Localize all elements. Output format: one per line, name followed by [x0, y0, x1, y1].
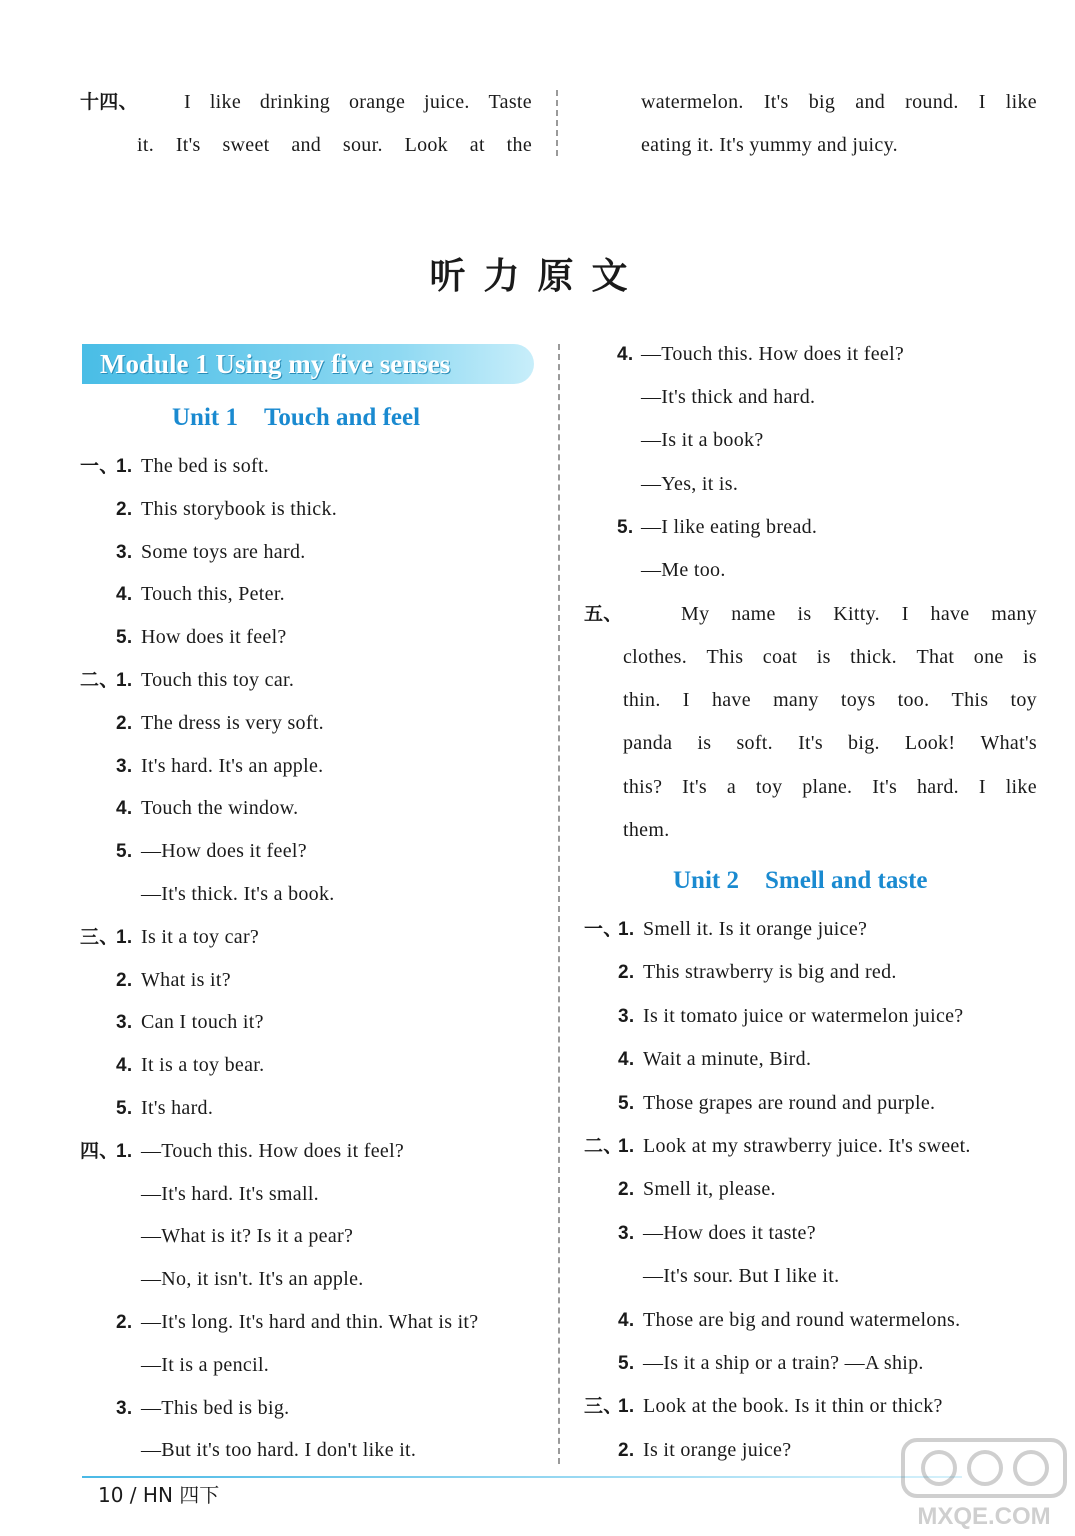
section-label-5: 五、	[584, 603, 623, 625]
listening-line: —Touch this. How does it feel?	[641, 343, 905, 365]
item-number: 1.	[618, 1136, 635, 1157]
section-label: 三、	[80, 925, 119, 948]
item-number: 2.	[618, 1179, 635, 1201]
listening-line: Touch the window.	[141, 797, 299, 820]
item-number: 5.	[617, 516, 634, 538]
listening-line: Can I touch it?	[141, 1011, 264, 1034]
page-footer: 10 / HN 四下	[98, 1483, 220, 1507]
top-right-line-2: eating it. It's yummy and juicy.	[641, 134, 898, 156]
top-divider	[556, 90, 558, 156]
item-number: 4.	[116, 798, 133, 820]
item-number: 2.	[116, 712, 133, 734]
listening-line: —It is a pencil.	[141, 1353, 270, 1376]
top-left-line-1: I like drinking orange juice. Taste	[184, 91, 532, 113]
item-number: 1.	[116, 456, 133, 477]
item-number: 2.	[116, 1312, 133, 1333]
item-number: 4.	[617, 344, 634, 365]
item-number: 5.	[116, 1098, 133, 1119]
item-number: 2.	[116, 969, 133, 991]
section-label: 三、	[584, 1395, 623, 1418]
top-left-line-2: it. It's sweet and sour. Look at the	[137, 134, 532, 156]
listening-line: —It's long. It's hard and thin. What is it?	[141, 1311, 479, 1333]
five-line-6: them.	[623, 819, 670, 841]
listening-line: —But it's too hard. I don't like it.	[141, 1439, 417, 1462]
item-number: 4.	[618, 1049, 635, 1071]
listening-line: —It's sour. But I like it.	[643, 1265, 840, 1288]
section-label: 四、	[80, 1139, 119, 1162]
listening-line: Look at my strawberry juice. It's sweet.	[643, 1135, 971, 1157]
listening-line: —How does it feel?	[141, 840, 307, 863]
listening-line: Smell it. Is it orange juice?	[643, 918, 868, 940]
listening-line: —It's thick. It's a book.	[141, 883, 335, 905]
item-number: 1.	[116, 926, 133, 948]
item-number: 1.	[618, 1396, 635, 1418]
footer-rule	[82, 1476, 962, 1478]
item-number: 3.	[116, 755, 133, 777]
listening-line: It is a toy bear.	[141, 1054, 265, 1077]
unit-1-heading: Unit 1 Touch and feel	[172, 404, 421, 431]
top-right-line-1: watermelon. It's big and round. I like	[641, 91, 1037, 113]
watermark-text: MXQE.COM	[917, 1503, 1051, 1530]
five-line-5: this? It's a toy plane. It's hard. I like	[623, 776, 1037, 798]
section-label-14: 十四、	[80, 91, 138, 113]
item-number: 4.	[116, 584, 133, 606]
listening-line: —It's hard. It's small.	[141, 1182, 319, 1205]
listening-line: —Is it a ship or a train? —A ship.	[643, 1352, 924, 1374]
item-number: 1.	[116, 1140, 133, 1162]
listening-line: Some toys are hard.	[141, 540, 306, 563]
five-line-2: clothes. This coat is thick. That one is	[623, 646, 1037, 668]
listening-line: It's hard.	[141, 1097, 214, 1119]
five-line-4: panda is soft. It's big. Look! What's	[623, 732, 1037, 754]
five-line-1: My name is Kitty. I have many	[681, 603, 1037, 625]
item-number: 1.	[116, 670, 133, 691]
section-label: 二、	[80, 669, 119, 691]
listening-line: —How does it taste?	[643, 1221, 816, 1244]
listening-line: —What is it? Is it a pear?	[141, 1225, 354, 1248]
item-number: 5.	[116, 627, 133, 649]
listening-line: This storybook is thick.	[141, 497, 338, 520]
item-number: 2.	[618, 962, 635, 984]
item-number: 2.	[116, 498, 133, 520]
listening-line: Touch this toy car.	[141, 669, 295, 691]
item-number: 3.	[116, 541, 133, 563]
listening-line: —Touch this. How does it feel?	[141, 1139, 405, 1162]
item-number: 3.	[116, 1397, 133, 1419]
listening-line: Smell it, please.	[643, 1178, 776, 1201]
item-number: 4.	[116, 1055, 133, 1077]
unit-2-heading: Unit 2 Smell and taste	[673, 867, 928, 894]
listening-line: —Me too.	[641, 559, 726, 581]
listening-line: Those grapes are round and purple.	[643, 1091, 936, 1114]
item-number: 5.	[116, 841, 133, 863]
section-label: 一、	[584, 918, 623, 940]
listening-line: The bed is soft.	[141, 455, 270, 477]
item-number: 5.	[618, 1092, 635, 1114]
listening-line: Look at the book. Is it thin or thick?	[643, 1395, 943, 1418]
item-number: 1.	[618, 919, 635, 940]
listening-line: Touch this, Peter.	[141, 583, 285, 606]
section-label: 一、	[80, 455, 119, 477]
listening-line: Is it a toy car?	[141, 925, 260, 948]
listening-line: This strawberry is big and red.	[643, 961, 897, 984]
listening-line: —It's thick and hard.	[641, 386, 816, 409]
item-number: 3.	[618, 1222, 635, 1244]
listening-line: —Is it a book?	[641, 429, 764, 452]
listening-line: Is it tomato juice or watermelon juice?	[643, 1004, 964, 1027]
item-number: 4.	[618, 1309, 635, 1331]
listening-line: —Yes, it is.	[641, 472, 739, 495]
item-number: 2.	[618, 1439, 635, 1461]
listening-line: Is it orange juice?	[643, 1438, 792, 1461]
listening-line: What is it?	[141, 968, 231, 991]
listening-line: The dress is very soft.	[141, 711, 324, 734]
page-title: 听力原文	[429, 256, 646, 297]
watermark-logo	[899, 1436, 1069, 1532]
five-line-3: thin. I have many toys too. This toy	[623, 689, 1037, 711]
section-label: 二、	[584, 1135, 623, 1157]
item-number: 3.	[116, 1012, 133, 1034]
listening-line: Wait a minute, Bird.	[643, 1048, 812, 1071]
item-number: 5.	[618, 1353, 635, 1374]
item-number: 3.	[618, 1005, 635, 1027]
listening-line: Those are big and round watermelons.	[643, 1308, 961, 1331]
column-divider	[558, 344, 560, 1464]
listening-line: How does it feel?	[141, 626, 287, 649]
listening-line: —No, it isn't. It's an apple.	[141, 1268, 364, 1291]
module-banner: Module 1 Using my five senses	[82, 344, 534, 384]
listening-line: —I like eating bread.	[641, 515, 818, 538]
listening-line: —This bed is big.	[141, 1396, 290, 1419]
listening-line: It's hard. It's an apple.	[141, 754, 324, 777]
